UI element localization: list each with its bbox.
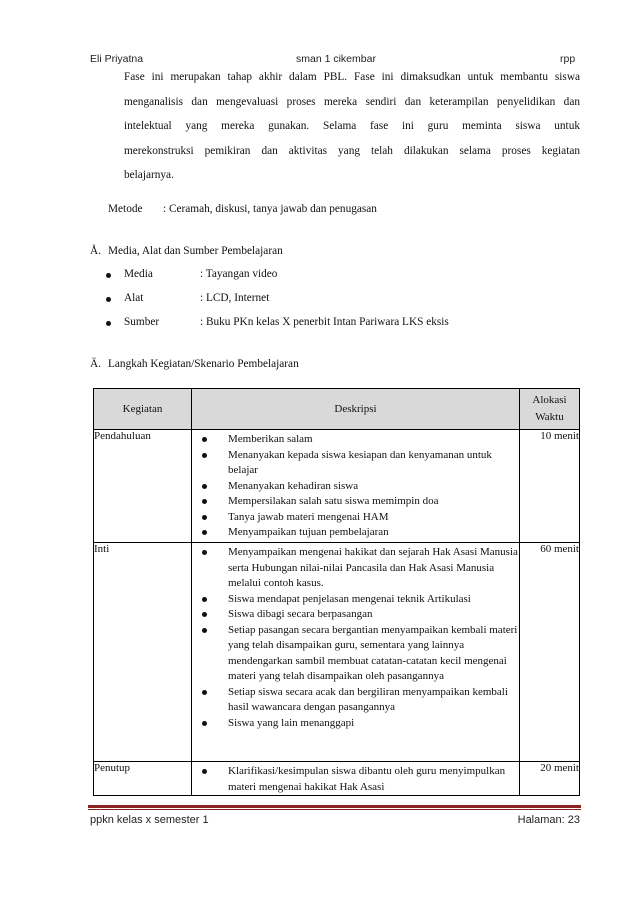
table-row xyxy=(94,430,580,543)
bullet-icon xyxy=(106,273,111,278)
list-item: Siswa yang lain menanggapi xyxy=(228,716,519,732)
paragraph-line: menganalisis dan mengevaluasi proses mereka sendiri dan keterampilan penyelidikan dan xyxy=(124,95,580,108)
header-author: Eli Priyatna xyxy=(90,53,144,65)
table-header-row xyxy=(94,389,580,430)
list-item: Menyampaikan tujuan pembelajaran xyxy=(228,525,519,541)
list-item: Siswa dibagi secara berpasangan xyxy=(228,607,519,623)
phase-paragraph xyxy=(124,70,580,193)
section-h-marker: Ä. xyxy=(90,358,101,370)
metode-value: : Ceramah, diskusi, tanya jawab dan penugasan xyxy=(163,203,377,215)
paragraph-line: belajarnya. xyxy=(124,169,174,181)
cell-waktu: 20 menit xyxy=(520,762,580,796)
list-item: Mempersilakan salah satu siswa memimpin doa xyxy=(228,494,519,510)
header-waktu: Alokasi Waktu xyxy=(520,389,580,430)
table-row xyxy=(94,762,580,796)
footer-left: ppkn kelas x semester 1 xyxy=(90,814,209,826)
header-school: sman 1 cikembar xyxy=(296,53,376,65)
list-item: Memberikan salam xyxy=(228,432,519,448)
list-item: Setiap pasangan secara bergantian menyampaikan kembali materi yang telah disampaikan guru, sementara yang lainnya mendengarkan sambil membuat catatan-catatan kecil mengenai materi yang telah disampaikan oleh pasangannya xyxy=(228,623,519,685)
bullet-icon xyxy=(106,297,111,302)
footer-rule-thin xyxy=(88,809,581,810)
cell-deskripsi xyxy=(192,430,520,543)
header-deskripsi: Deskripsi xyxy=(192,389,520,430)
list-item: Tanya jawab materi mengenai HAM xyxy=(228,510,519,526)
alat-value: : LCD, Internet xyxy=(200,292,270,304)
media-label: Media xyxy=(124,268,153,280)
section-g-marker: Å. xyxy=(90,245,101,257)
list-item: Siswa mendapat penjelasan mengenai teknik Artikulasi xyxy=(228,592,519,608)
cell-waktu: 60 menit xyxy=(520,543,580,762)
sumber-label: Sumber xyxy=(124,316,160,328)
list-item: Menanyakan kehadiran siswa xyxy=(228,479,519,495)
bullet-icon xyxy=(106,321,111,326)
scenario-table xyxy=(93,388,580,796)
paragraph-line: Fase ini merupakan tahap akhir dalam PBL. Fase ini dimaksudkan untuk membantu siswa xyxy=(124,71,580,83)
table-row xyxy=(94,543,580,762)
list-item: Klarifikasi/kesimpulan siswa dibantu oleh guru menyimpulkan materi mengenai hakikat Hak Asasi xyxy=(228,764,519,795)
header-kegiatan: Kegiatan xyxy=(94,389,192,430)
cell-kegiatan: Penutup xyxy=(94,762,192,796)
sumber-value: : Buku PKn kelas X penerbit Intan Pariwara LKS eksis xyxy=(200,316,449,328)
paragraph-line: intelektual yang mereka gunakan. Selama fase ini guru meminta siswa untuk xyxy=(124,120,580,132)
section-g-title: Media, Alat dan Sumber Pembelajaran xyxy=(108,245,283,257)
cell-kegiatan: Pendahuluan xyxy=(94,430,192,543)
media-value: : Tayangan video xyxy=(200,268,278,280)
paragraph-line: merekonstruksi pemikiran dan aktivitas yang telah dilakukan selama proses kegiatan xyxy=(124,144,580,157)
list-item: Menyampaikan mengenai hakikat dan sejarah Hak Asasi Manusia serta Hubungan nilai-nilai Pancasila dan Hak Asasi Manusia melalui contoh kasus. xyxy=(228,545,519,592)
cell-kegiatan: Inti xyxy=(94,543,192,762)
cell-waktu: 10 menit xyxy=(520,430,580,543)
cell-deskripsi xyxy=(192,543,520,762)
section-h-title: Langkah Kegiatan/Skenario Pembelajaran xyxy=(108,358,299,370)
cell-deskripsi xyxy=(192,762,520,796)
list-item: Setiap siswa secara acak dan bergiliran menyampaikan kembali hasil wawancara dengan pasangannya xyxy=(228,685,519,716)
alat-label: Alat xyxy=(124,292,144,304)
header-doc-type: rpp xyxy=(560,53,576,65)
metode-label: Metode xyxy=(108,203,143,215)
list-item: Menanyakan kepada siswa kesiapan dan kenyamanan untuk belajar xyxy=(228,448,519,479)
footer-page-number: Halaman: 23 xyxy=(517,814,580,826)
footer-rule xyxy=(88,805,581,808)
